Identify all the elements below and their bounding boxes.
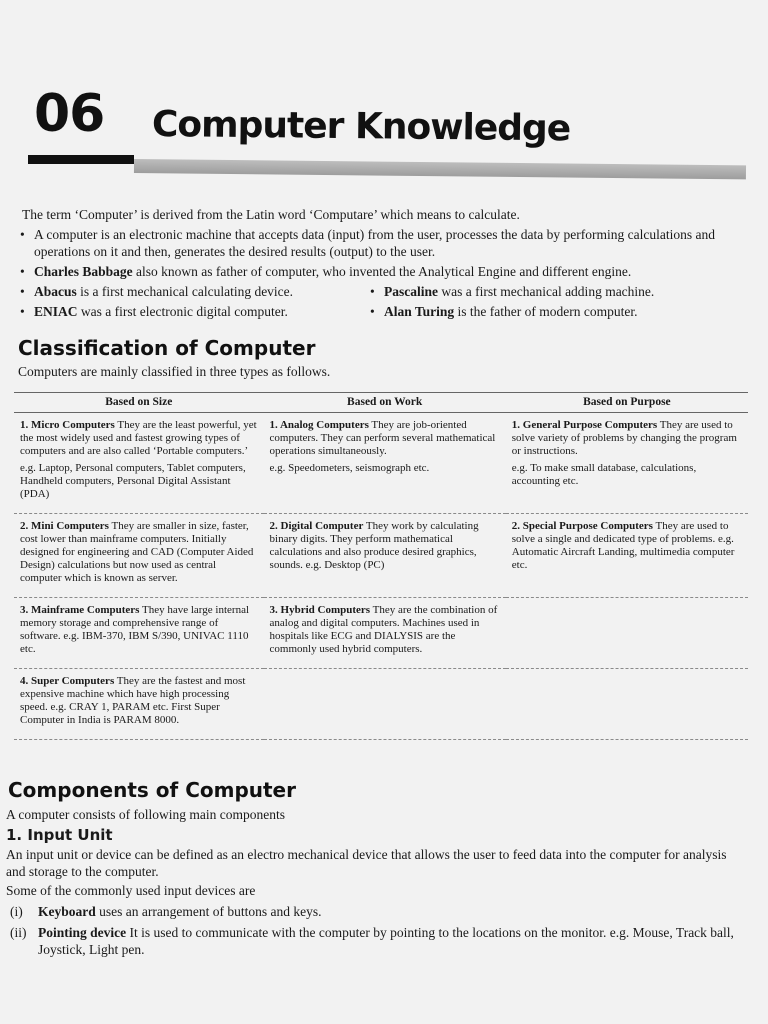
input-unit-heading: 1. Input Unit [6, 826, 113, 844]
list-number: (ii) [10, 925, 27, 940]
cell-example: e.g. Laptop, Personal computers, Tablet computers, Handheld computers, Personal Digital Assistant (PDA) [20, 462, 246, 500]
table-row [14, 413, 748, 514]
table-cell [506, 514, 748, 598]
table-cell [14, 514, 264, 598]
cell-bold: 1. Micro Computers [20, 419, 115, 431]
list-text: It is used to communicate with the computer by pointing to the locations on the monitor. e.g. Mouse, Track ball, Joystick, Light pen. [38, 925, 734, 957]
cell-bold: 4. Super Computers [20, 675, 115, 687]
intro-section [22, 206, 722, 323]
chapter-title: Computer Knowledge [151, 104, 571, 150]
list-number: (i) [10, 904, 23, 919]
bullet-bold: Charles Babbage [34, 264, 133, 279]
classification-subtext: Computers are mainly classified in three types as follows. [18, 364, 331, 379]
cell-text: They are the least powerful, yet the most widely used and fastest growing types of computers and are also called ‘Portable computers.’ [20, 419, 257, 457]
table-cell [264, 514, 506, 598]
cell-text: They have large internal memory storage and comprehensive range of software. e.g. IBM-370, IBM S/390, UNIVAC 1110 etc. [20, 604, 250, 655]
cell-text: They are job-oriented computers. They can perform several mathematical operations simultaneously. [269, 419, 496, 457]
column-header: Based on Work [264, 393, 506, 413]
list-item [6, 903, 746, 920]
list-item [6, 924, 746, 958]
title-rule-grey [134, 159, 746, 179]
cell-text: They are used to solve a single and dedicated type of problems. e.g. Automatic Aircraft Landing, multimedia computer etc. [511, 520, 735, 571]
table-cell [506, 598, 748, 669]
cell-example: e.g. To make small database, calculations, accounting etc. [511, 462, 697, 487]
list-text: uses an arrangement of buttons and keys. [95, 904, 322, 919]
table-row [14, 669, 748, 740]
bullet-text: was a first electronic digital computer. [77, 304, 288, 319]
bullet-text: is the father of modern computer. [454, 304, 638, 319]
list-bold: Pointing device [38, 925, 127, 940]
table-row [14, 514, 748, 598]
table-cell [506, 669, 748, 740]
intro-bullet [372, 283, 722, 300]
table-cell [506, 413, 748, 514]
table-cell [14, 669, 264, 740]
cell-bold: 3. Mainframe Computers [20, 604, 140, 616]
intro-bullet [22, 263, 722, 280]
bullet-row [22, 303, 722, 323]
classification-table [14, 392, 748, 740]
components-heading: Components of Computer [8, 778, 296, 802]
intro-bullet [22, 226, 722, 260]
components-subtext: A computer consists of following main components [6, 807, 285, 822]
bullet-text: A computer is an electronic machine that accepts data (input) from the user, processes the data by performing calculations and operations on it and then, generates the desired results (output) to the user. [34, 227, 715, 259]
cell-text: They work by calculating binary digits. They perform mathematical calculations and also produce desired graphics, sounds. e.g. Desktop (PC) [269, 520, 479, 571]
input-devices-intro: Some of the commonly used input devices are [6, 883, 256, 898]
cell-bold: 3. Hybrid Computers [269, 604, 371, 616]
cell-text: They are used to solve variety of problems by changing the program or instructions. [511, 419, 737, 457]
bullet-row [22, 283, 722, 303]
classification-heading: Classification of Computer [18, 336, 316, 360]
table-header-row [14, 393, 748, 413]
bullet-bold: ENIAC [34, 304, 78, 319]
table-cell [14, 598, 264, 669]
cell-text: They are the combination of analog and digital computers. Machines used in hospitals like ECG and DIALYSIS are the commonly used hybrid computers. [269, 604, 498, 655]
cell-text: They are the fastest and most expensive machine which have high processing speed. e.g. CRAY 1, PARAM etc. First Super Computer in India is PARAM 8000. [20, 675, 246, 726]
components-section [6, 806, 746, 958]
table-cell [264, 669, 506, 740]
cell-bold: 1. General Purpose Computers [511, 419, 658, 431]
column-header: Based on Size [14, 393, 264, 413]
table-cell [14, 413, 264, 514]
cell-bold: 2. Mini Computers [20, 520, 109, 532]
chapter-number: 06 [34, 84, 105, 144]
bullet-bold: Pascaline [384, 284, 438, 299]
bullet-text: also known as father of computer, who invented the Analytical Engine and different engine. [132, 264, 632, 279]
list-bold: Keyboard [38, 904, 96, 919]
cell-text: They are smaller in size, faster, cost lower than mainframe computers. Initially designed for engineering and CAD (Computer Aided Design) calculations but now used as central computer which is known as server. [20, 520, 254, 584]
intro-lead: The term ‘Computer’ is derived from the Latin word ‘Computare’ which means to calculate. [22, 207, 520, 222]
table-cell [264, 598, 506, 669]
intro-bullet [22, 283, 372, 300]
cell-example: e.g. Speedometers, seismograph etc. [269, 462, 430, 474]
cell-bold: 2. Special Purpose Computers [511, 520, 653, 532]
cell-bold: 1. Analog Computers [269, 419, 369, 431]
bullet-bold: Alan Turing [384, 304, 455, 319]
bullet-bold: Abacus [34, 284, 77, 299]
table-row [14, 598, 748, 669]
bullet-text: was a first mechanical adding machine. [438, 284, 655, 299]
cell-bold: 2. Digital Computer [269, 520, 364, 532]
intro-bullet [22, 303, 372, 320]
input-unit-paragraph: An input unit or device can be defined as an electro mechanical device that allows the user to feed data into the computer for analysis and storage to the computer. [6, 847, 727, 879]
title-rule-dark [28, 155, 134, 164]
table-cell [264, 413, 506, 514]
bullet-text: is a first mechanical calculating device. [76, 284, 294, 299]
intro-bullet [372, 303, 722, 320]
column-header: Based on Purpose [506, 393, 748, 413]
